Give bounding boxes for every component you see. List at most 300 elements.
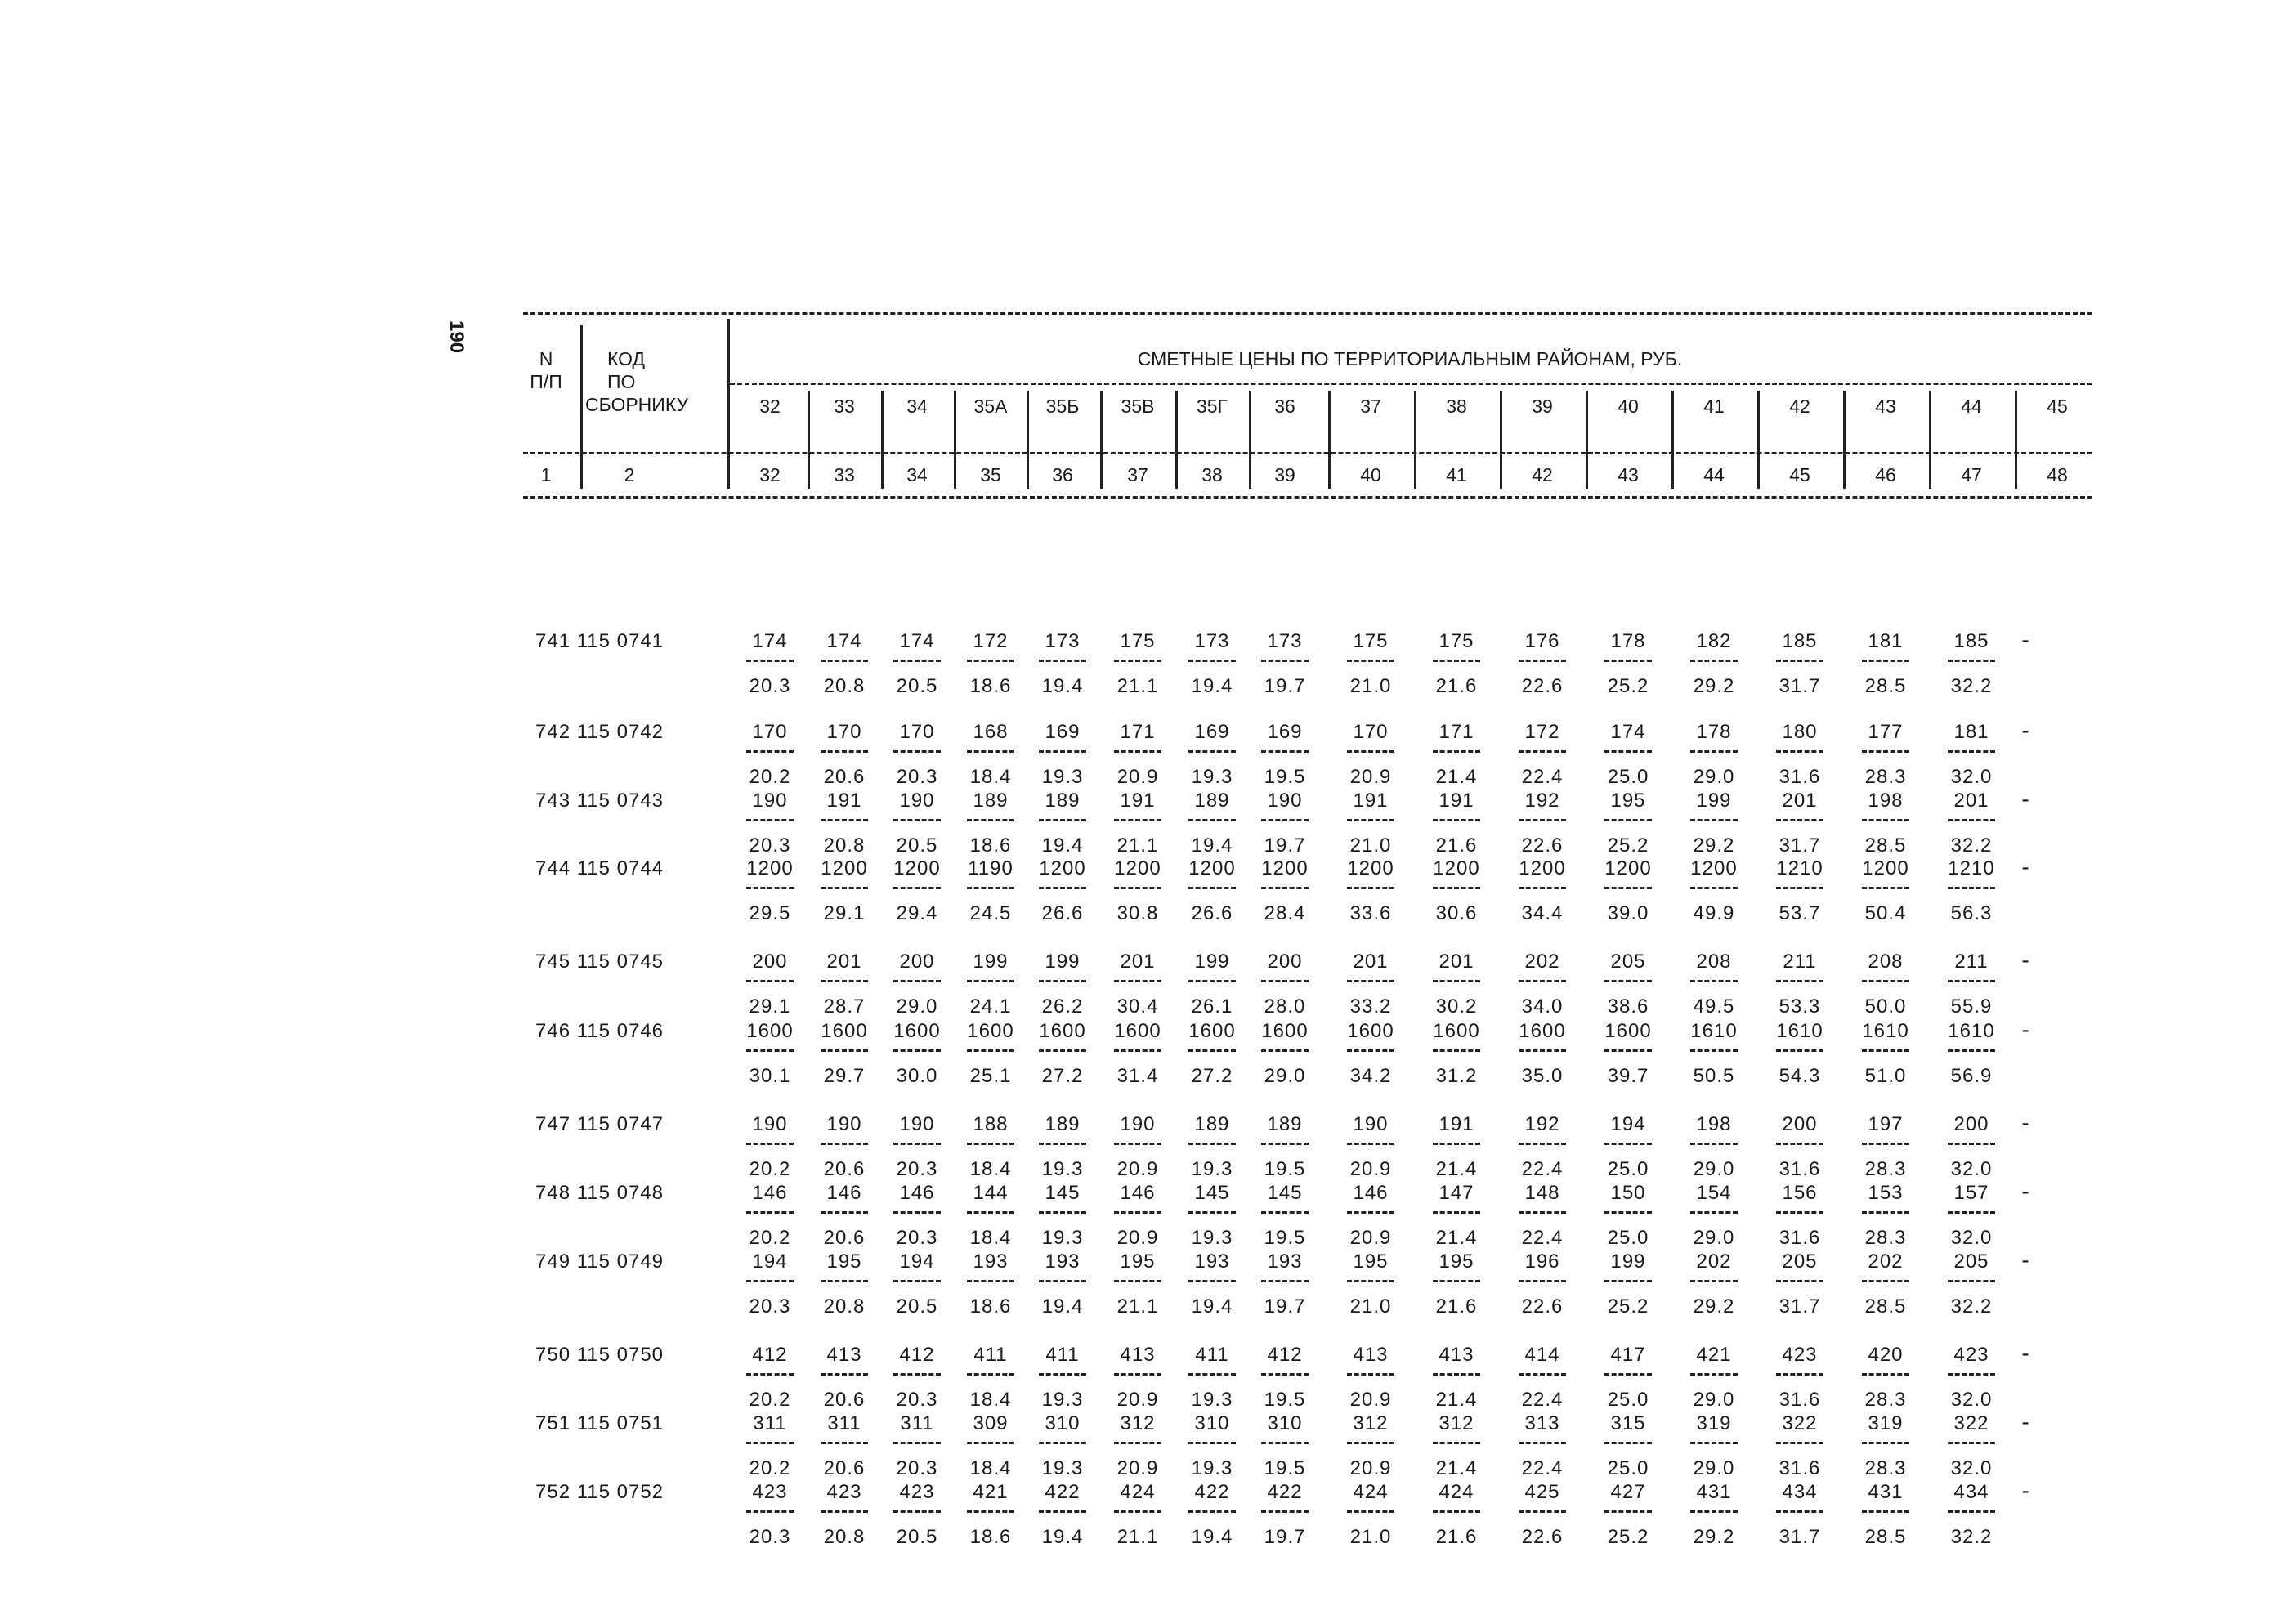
region-label: 40 <box>1618 396 1639 417</box>
fraction-line <box>1519 980 1566 982</box>
fraction-line <box>1948 1373 1995 1376</box>
wage-value: 19.4 <box>1041 834 1084 857</box>
fraction-line <box>1188 1510 1236 1513</box>
wage-value: 18.4 <box>969 1389 1012 1411</box>
price-value: 178 <box>1610 630 1646 652</box>
wage-value: 29.0 <box>1693 766 1735 788</box>
row-code: 748 115 0748 <box>535 1182 664 1204</box>
fraction-line <box>1039 1049 1086 1052</box>
price-value: 200 <box>899 951 935 973</box>
wage-value: 32.0 <box>1950 1158 1993 1180</box>
wage-value: 22.4 <box>1521 766 1564 788</box>
fraction-line <box>1039 1211 1086 1214</box>
price-value: 194 <box>752 1250 788 1273</box>
price-value: 411 <box>1195 1344 1229 1366</box>
row-code: 743 115 0743 <box>535 790 664 812</box>
price-value: 411 <box>1045 1344 1080 1366</box>
price-value: 177 <box>1868 721 1904 743</box>
row-code: 746 115 0746 <box>535 1020 664 1042</box>
column-number: 37 <box>1127 464 1148 485</box>
price-value: 145 <box>1045 1182 1081 1204</box>
fraction-line <box>1039 1510 1086 1513</box>
fraction-line <box>967 1373 1014 1376</box>
fraction-line <box>1519 887 1566 889</box>
wage-value: 30.6 <box>1435 902 1478 924</box>
wage-value: 30.1 <box>749 1065 791 1087</box>
wage-value: 29.1 <box>749 995 791 1018</box>
wage-value: 21.0 <box>1349 834 1392 857</box>
price-value: 190 <box>1267 790 1303 812</box>
price-value: 201 <box>1439 951 1474 973</box>
column-number: 34 <box>906 464 928 485</box>
wage-value: 30.0 <box>896 1065 938 1087</box>
wage-value: 28.7 <box>823 995 866 1018</box>
wage-value: 19.3 <box>1191 1457 1233 1479</box>
empty-cell-dash: - <box>2021 1478 2029 1503</box>
fraction-line <box>1347 1510 1394 1513</box>
column-number: 36 <box>1052 464 1073 485</box>
fraction-line <box>893 980 941 982</box>
fraction-line <box>821 1442 868 1444</box>
wage-value: 22.4 <box>1521 1457 1564 1479</box>
fraction-line <box>1690 887 1738 889</box>
wage-value: 21.0 <box>1349 675 1392 697</box>
fraction-line <box>1948 1049 1995 1052</box>
fraction-line <box>1690 1280 1738 1282</box>
price-value: 422 <box>1194 1481 1230 1503</box>
wage-value: 31.4 <box>1116 1065 1159 1087</box>
wage-value: 21.4 <box>1435 766 1478 788</box>
fraction-line <box>821 980 868 982</box>
wage-value: 29.4 <box>896 902 938 924</box>
price-value: 189 <box>1194 790 1230 812</box>
fraction-line <box>1433 1442 1480 1444</box>
price-value: 1200 <box>821 857 868 879</box>
wage-value: 34.0 <box>1521 995 1564 1018</box>
fraction-line <box>1519 1280 1566 1282</box>
price-value: 1200 <box>1433 857 1480 879</box>
price-value: 199 <box>973 951 1009 973</box>
fraction-line <box>1039 750 1086 753</box>
fraction-line <box>893 1049 941 1052</box>
fraction-line <box>821 1280 868 1282</box>
fraction-line <box>1039 660 1086 662</box>
wage-value: 28.0 <box>1264 995 1306 1018</box>
wage-value: 20.3 <box>896 1389 938 1411</box>
price-value: 202 <box>1524 951 1560 973</box>
price-value: 211 <box>1954 951 1989 973</box>
fraction-line <box>821 1211 868 1214</box>
price-value: 150 <box>1610 1182 1646 1204</box>
fraction-line <box>1114 1442 1161 1444</box>
wage-value: 20.3 <box>896 766 938 788</box>
price-value: 199 <box>1696 790 1732 812</box>
fraction-line <box>967 1143 1014 1145</box>
fraction-line <box>1690 750 1738 753</box>
fraction-line <box>1604 1143 1652 1145</box>
wage-value: 20.3 <box>749 1526 791 1548</box>
wage-value: 32.0 <box>1950 766 1993 788</box>
wage-value: 29.0 <box>1693 1227 1735 1249</box>
price-value: 190 <box>752 790 788 812</box>
price-value: 423 <box>1782 1344 1818 1366</box>
wage-value: 30.2 <box>1435 995 1478 1018</box>
wage-value: 19.5 <box>1264 1389 1306 1411</box>
price-value: 195 <box>1610 790 1646 812</box>
price-value: 146 <box>826 1182 862 1204</box>
fraction-line <box>1776 1280 1823 1282</box>
wage-value: 20.3 <box>749 1295 791 1318</box>
region-divider <box>1328 391 1331 489</box>
price-value: 191 <box>1439 1113 1474 1135</box>
wage-value: 29.0 <box>1693 1389 1735 1411</box>
fraction-line <box>1347 1211 1394 1214</box>
price-value: 193 <box>1194 1250 1230 1273</box>
column-number: 33 <box>834 464 855 485</box>
price-value: 154 <box>1696 1182 1732 1204</box>
wage-value: 20.3 <box>749 834 791 857</box>
fraction-line <box>1776 1373 1823 1376</box>
price-value: 211 <box>1783 951 1817 973</box>
region-label: 34 <box>906 396 928 417</box>
price-value: 205 <box>1953 1250 1989 1273</box>
region-divider <box>1757 391 1760 489</box>
wage-value: 18.4 <box>969 1457 1012 1479</box>
empty-cell-dash: - <box>2021 947 2029 973</box>
fraction-line <box>1690 1373 1738 1376</box>
price-value: 205 <box>1782 1250 1818 1273</box>
wage-value: 49.5 <box>1693 995 1735 1018</box>
fraction-line <box>1690 1143 1738 1145</box>
wage-value: 39.7 <box>1607 1065 1649 1087</box>
fraction-line <box>1604 1280 1652 1282</box>
wage-value: 50.4 <box>1864 902 1907 924</box>
fraction-line <box>967 1280 1014 1282</box>
wage-value: 25.0 <box>1607 1227 1649 1249</box>
fraction-line <box>967 1049 1014 1052</box>
region-divider <box>881 391 884 489</box>
fraction-line <box>1261 1510 1309 1513</box>
fraction-line <box>1948 1442 1995 1444</box>
fraction-line <box>1776 1143 1823 1145</box>
wage-value: 31.7 <box>1779 675 1821 697</box>
price-value: 169 <box>1194 721 1230 743</box>
price-value: 310 <box>1267 1412 1303 1434</box>
price-value: 1600 <box>1433 1020 1480 1042</box>
wage-value: 20.2 <box>749 766 791 788</box>
fraction-line <box>1114 887 1161 889</box>
fraction-line <box>1604 1442 1652 1444</box>
wage-value: 18.6 <box>969 1295 1012 1318</box>
fraction-line <box>1776 660 1823 662</box>
wage-value: 35.0 <box>1521 1065 1564 1087</box>
wage-value: 21.1 <box>1116 675 1159 697</box>
col-n-label: N <box>539 348 553 369</box>
wage-value: 31.6 <box>1779 1158 1821 1180</box>
price-value: 181 <box>1868 630 1904 652</box>
fraction-line <box>1188 887 1236 889</box>
price-value: 145 <box>1194 1182 1230 1204</box>
fraction-line <box>1261 1442 1309 1444</box>
price-value: 412 <box>752 1344 788 1366</box>
fraction-line <box>1776 1211 1823 1214</box>
wage-value: 22.4 <box>1521 1227 1564 1249</box>
fraction-line <box>1433 1211 1480 1214</box>
price-value: 173 <box>1194 630 1230 652</box>
wage-value: 50.0 <box>1864 995 1907 1018</box>
region-divider <box>1100 391 1103 489</box>
price-value: 312 <box>1439 1412 1474 1434</box>
fraction-line <box>1519 1510 1566 1513</box>
wage-value: 51.0 <box>1864 1065 1907 1087</box>
fraction-line <box>1519 1143 1566 1145</box>
column-number: 40 <box>1360 464 1381 485</box>
column-number: 39 <box>1274 464 1295 485</box>
wage-value: 22.6 <box>1521 1295 1564 1318</box>
wage-value: 32.2 <box>1950 1295 1993 1318</box>
col-code-number: 2 <box>624 464 635 485</box>
price-value: 172 <box>973 630 1009 652</box>
price-value: 174 <box>752 630 788 652</box>
empty-cell-dash: - <box>2021 1179 2029 1204</box>
fraction-line <box>1862 750 1909 753</box>
price-value: 1200 <box>893 857 941 879</box>
fraction-line <box>746 819 794 821</box>
region-divider <box>1671 391 1674 489</box>
wage-value: 28.3 <box>1864 1457 1907 1479</box>
price-value: 1600 <box>1261 1020 1309 1042</box>
fraction-line <box>1114 1143 1161 1145</box>
wage-value: 28.4 <box>1264 902 1306 924</box>
fraction-line <box>1776 887 1823 889</box>
row-code: 750 115 0750 <box>535 1344 664 1366</box>
wage-value: 19.4 <box>1041 1526 1084 1548</box>
empty-cell-dash: - <box>2021 1017 2029 1042</box>
region-divider <box>1027 391 1029 489</box>
fraction-line <box>1862 1442 1909 1444</box>
fraction-line <box>1948 660 1995 662</box>
fraction-line <box>746 1510 794 1513</box>
fraction-line <box>1862 980 1909 982</box>
fraction-line <box>1690 1510 1738 1513</box>
fraction-line <box>893 660 941 662</box>
wage-value: 31.7 <box>1779 1295 1821 1318</box>
wage-value: 33.6 <box>1349 902 1392 924</box>
wage-value: 19.4 <box>1041 1295 1084 1318</box>
wage-value: 22.6 <box>1521 1526 1564 1548</box>
price-value: 195 <box>1120 1250 1156 1273</box>
col-code-label-2: ПО <box>607 371 636 392</box>
price-value: 1200 <box>1114 857 1161 879</box>
price-value: 431 <box>1696 1481 1732 1503</box>
price-value: 144 <box>973 1182 1009 1204</box>
fraction-line <box>1862 819 1909 821</box>
price-value: 169 <box>1045 721 1081 743</box>
price-value: 193 <box>973 1250 1009 1273</box>
wage-value: 19.5 <box>1264 1457 1306 1479</box>
price-value: 170 <box>752 721 788 743</box>
wage-value: 21.4 <box>1435 1457 1478 1479</box>
empty-cell-dash: - <box>2021 1409 2029 1434</box>
region-divider <box>2015 391 2017 489</box>
wage-value: 20.2 <box>749 1389 791 1411</box>
wage-value: 21.6 <box>1435 675 1478 697</box>
fraction-line <box>746 1049 794 1052</box>
region-label: 44 <box>1961 396 1982 417</box>
wage-value: 20.9 <box>1349 1389 1392 1411</box>
fraction-line <box>1114 1211 1161 1214</box>
wage-value: 21.1 <box>1116 1526 1159 1548</box>
wage-value: 29.2 <box>1693 834 1735 857</box>
price-value: 1600 <box>893 1020 941 1042</box>
wage-value: 20.6 <box>823 1158 866 1180</box>
price-value: 200 <box>1953 1113 1989 1135</box>
price-value: 200 <box>1782 1113 1818 1135</box>
price-value: 310 <box>1045 1412 1081 1434</box>
region-divider <box>1500 391 1502 489</box>
price-value: 147 <box>1439 1182 1474 1204</box>
wage-value: 31.6 <box>1779 1227 1821 1249</box>
wage-value: 19.3 <box>1191 1227 1233 1249</box>
price-value: 189 <box>1045 1113 1081 1135</box>
header-bottom-rule <box>523 496 2092 499</box>
fraction-line <box>1347 1373 1394 1376</box>
price-value: 1210 <box>1776 857 1823 879</box>
wage-value: 20.2 <box>749 1227 791 1249</box>
fraction-line <box>1188 750 1236 753</box>
region-label: 43 <box>1875 396 1896 417</box>
price-value: 182 <box>1696 630 1732 652</box>
fraction-line <box>746 1280 794 1282</box>
fraction-line <box>746 887 794 889</box>
wage-value: 29.2 <box>1693 1526 1735 1548</box>
wage-value: 19.7 <box>1264 675 1306 697</box>
empty-cell-dash: - <box>2021 1110 2029 1135</box>
column-number: 44 <box>1703 464 1725 485</box>
wage-value: 20.3 <box>896 1457 938 1479</box>
price-value: 189 <box>1267 1113 1303 1135</box>
wage-value: 20.2 <box>749 1457 791 1479</box>
fraction-line <box>1039 1442 1086 1444</box>
fraction-line <box>1188 1211 1236 1214</box>
fraction-line <box>821 1373 868 1376</box>
wage-value: 20.5 <box>896 834 938 857</box>
price-value: 411 <box>973 1344 1008 1366</box>
price-value: 421 <box>973 1481 1009 1503</box>
fraction-line <box>1690 980 1738 982</box>
price-value: 188 <box>973 1113 1009 1135</box>
fraction-line <box>1188 1049 1236 1052</box>
wage-value: 18.6 <box>969 834 1012 857</box>
wage-value: 19.3 <box>1041 1158 1084 1180</box>
fraction-line <box>1690 819 1738 821</box>
fraction-line <box>1604 1211 1652 1214</box>
fraction-line <box>1948 1143 1995 1145</box>
price-value: 319 <box>1696 1412 1732 1434</box>
price-value: 191 <box>1120 790 1156 812</box>
price-value: 170 <box>899 721 935 743</box>
price-value: 1200 <box>1347 857 1394 879</box>
col-n-label-2: П/П <box>530 371 562 392</box>
col-code-label-3: СБОРНИКУ <box>585 394 689 415</box>
price-value: 310 <box>1194 1412 1230 1434</box>
price-value: 148 <box>1524 1182 1560 1204</box>
price-value: 168 <box>973 721 1009 743</box>
wage-value: 19.4 <box>1191 1295 1233 1318</box>
wage-value: 19.7 <box>1264 1295 1306 1318</box>
wage-value: 28.3 <box>1864 766 1907 788</box>
price-value: 431 <box>1868 1481 1904 1503</box>
fraction-line <box>1347 660 1394 662</box>
empty-cell-dash: - <box>2021 627 2029 652</box>
wage-value: 31.6 <box>1779 766 1821 788</box>
wage-value: 19.5 <box>1264 1227 1306 1249</box>
region-label: 38 <box>1446 396 1467 417</box>
price-value: 198 <box>1868 790 1904 812</box>
row-code: 742 115 0742 <box>535 721 664 743</box>
region-label: 33 <box>834 396 855 417</box>
wage-value: 19.3 <box>1041 1227 1084 1249</box>
fraction-line <box>1862 1280 1909 1282</box>
wage-value: 19.3 <box>1191 1389 1233 1411</box>
column-number: 46 <box>1875 464 1896 485</box>
column-number: 35 <box>980 464 1001 485</box>
wage-value: 24.1 <box>969 995 1012 1018</box>
wage-value: 20.3 <box>896 1227 938 1249</box>
price-value: 424 <box>1353 1481 1389 1503</box>
wage-value: 20.9 <box>1349 1158 1392 1180</box>
wage-value: 25.0 <box>1607 1457 1649 1479</box>
fraction-line <box>1261 1049 1309 1052</box>
price-value: 1600 <box>1604 1020 1652 1042</box>
price-value: 315 <box>1610 1412 1646 1434</box>
fraction-line <box>1948 1211 1995 1214</box>
wage-value: 20.9 <box>1349 1227 1392 1249</box>
price-value: 174 <box>1610 721 1646 743</box>
price-value: 191 <box>1353 790 1389 812</box>
fraction-line <box>1604 1373 1652 1376</box>
region-label: 39 <box>1532 396 1553 417</box>
fraction-line <box>1433 887 1480 889</box>
price-value: 189 <box>973 790 1009 812</box>
price-value: 194 <box>1610 1113 1646 1135</box>
fraction-line <box>1114 1510 1161 1513</box>
fraction-line <box>1948 750 1995 753</box>
fraction-line <box>1347 819 1394 821</box>
price-value: 199 <box>1610 1250 1646 1273</box>
column-number: 32 <box>759 464 781 485</box>
price-value: 170 <box>826 721 862 743</box>
header-middle-rule <box>523 452 2092 454</box>
price-value: 197 <box>1868 1113 1904 1135</box>
price-value: 146 <box>899 1182 935 1204</box>
price-value: 420 <box>1868 1344 1904 1366</box>
fraction-line <box>1347 1442 1394 1444</box>
wage-value: 22.6 <box>1521 675 1564 697</box>
price-value: 156 <box>1782 1182 1818 1204</box>
fraction-line <box>746 1442 794 1444</box>
price-value: 173 <box>1267 630 1303 652</box>
wage-value: 26.2 <box>1041 995 1084 1018</box>
price-value: 200 <box>1267 951 1303 973</box>
price-value: 1610 <box>1690 1020 1738 1042</box>
fraction-line <box>1862 887 1909 889</box>
wage-value: 20.5 <box>896 1526 938 1548</box>
wage-value: 21.4 <box>1435 1158 1478 1180</box>
region-title-rule <box>730 383 2092 385</box>
wage-value: 26.6 <box>1191 902 1233 924</box>
wage-value: 26.1 <box>1191 995 1233 1018</box>
